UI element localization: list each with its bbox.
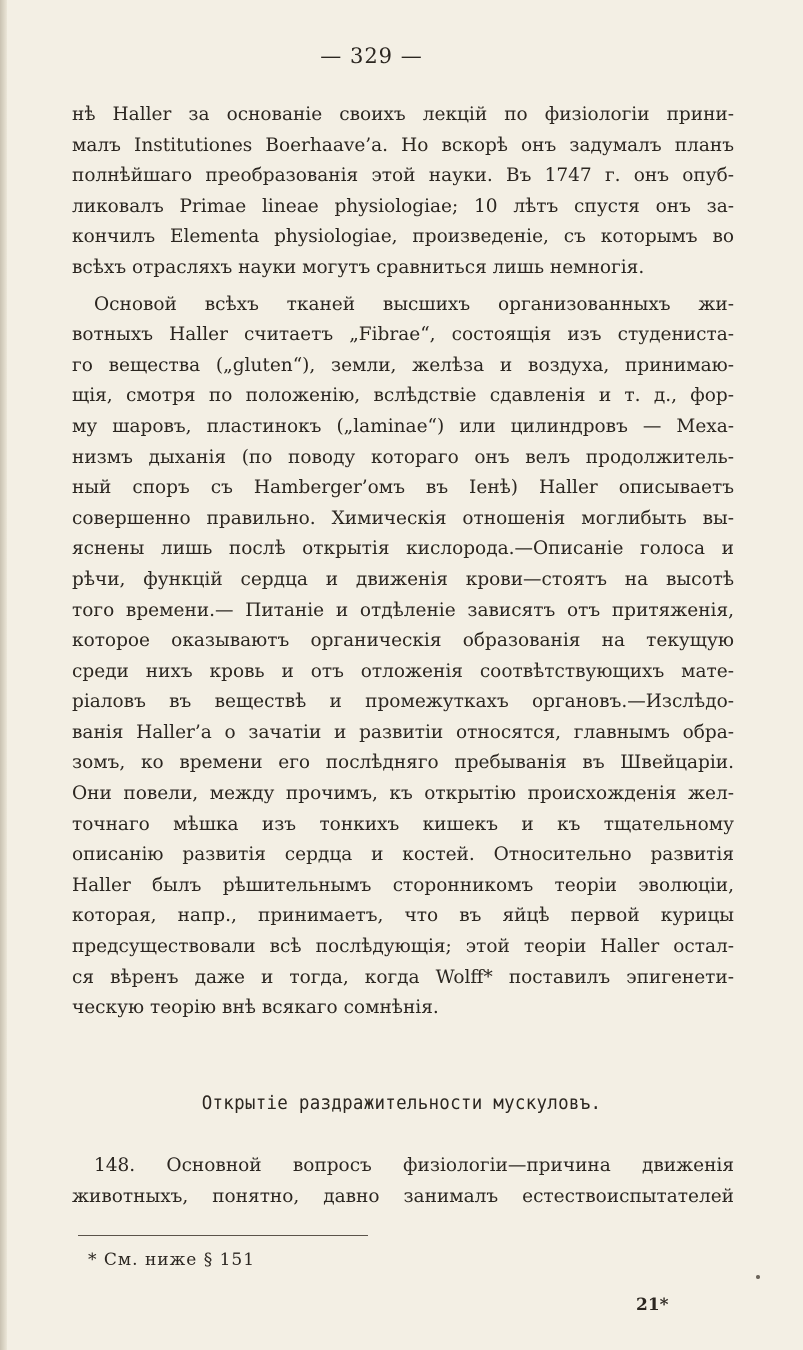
text-line: описанію развитія сердца и костей. Относительно развитія <box>72 844 734 866</box>
text-line: Они повели, между прочимъ, къ открытію происхожденія жел- <box>72 783 734 805</box>
text-line: ческую теорію внѣ всякаго сомнѣнія. <box>72 997 439 1019</box>
text-line: которое оказываютъ органическія образованія на текущую <box>72 630 734 652</box>
body-text <box>72 100 734 1024</box>
text-line: щія, смотря по положенію, вслѣдствіе сдавленія и т. д., фор- <box>72 385 734 407</box>
text-line: го вещества („gluten“), земли, желѣза и воздуха, принимаю- <box>72 354 734 376</box>
text-line: полнѣйшаго преобразованія этой науки. Въ 1747 г. онъ опуб- <box>72 165 734 187</box>
text-line: Основой всѣхъ тканей высшихъ организованныхъ жи- <box>94 293 734 315</box>
text-line: животныхъ, понятно, давно занималъ естествоиспытателей <box>72 1185 734 1207</box>
text-line: ликовалъ Primae lineae physiologiae; 10 лѣтъ спустя онъ за- <box>72 195 734 217</box>
text-line: ся вѣренъ даже и тогда, когда Wolff* поставилъ эпигенети- <box>72 966 734 988</box>
page-number: — 329 — <box>320 44 423 68</box>
text-line: ванія Haller’a о зачатіи и развитіи относятся, главнымъ обра- <box>72 721 734 743</box>
text-line: точнаго мѣшка изъ тонкихъ кишекъ и къ тщательному <box>72 813 734 835</box>
section-heading: Открытіе раздражительности мускуловъ. <box>201 1092 602 1114</box>
body-text-continued <box>72 1151 734 1212</box>
text-line: нѣ Haller за основаніе своихъ лекцій по физіологіи прини- <box>72 104 734 125</box>
text-line: рѣчи, функцій сердца и движенія крови—стоятъ на высотѣ <box>72 568 734 590</box>
paper-speck <box>756 1275 760 1279</box>
text-line: вотныхъ Haller считаетъ „Fibrae“, состоящія изъ студениста- <box>72 324 734 346</box>
footnote: * См. ниже § 151 <box>88 1250 256 1270</box>
signature-mark: 21* <box>636 1295 669 1315</box>
text-line: которая, напр., принимаетъ, что въ яйцѣ первой курицы <box>72 905 734 927</box>
text-line: зомъ, ко времени его послѣдняго пребыванія въ Швейцаріи. <box>72 752 734 774</box>
text-line: предсуществовали всѣ послѣдующія; этой теоріи Haller остал- <box>72 936 734 958</box>
text-line: того времени.— Питаніе и отдѣленіе зависятъ отъ притяженія, <box>72 599 734 621</box>
page-edge-shadow <box>0 0 7 1350</box>
text-line: яснены лишь послѣ открытія кислорода.—Описаніе голоса и <box>72 538 734 560</box>
text-line: кончилъ Elementa physiologiae, произведеніе, съ которымъ во <box>72 226 734 248</box>
text-line: му шаровъ, пластинокъ („laminae“) или цилиндровъ — Меха- <box>72 415 734 437</box>
text-line: ріаловъ въ веществѣ и промежуткахъ органовъ.—Изслѣдо- <box>72 691 734 713</box>
text-line: всѣхъ отрасляхъ науки могутъ сравниться лишь немногія. <box>72 256 645 278</box>
text-line: малъ Institutiones Boerhaave’a. Но вскорѣ онъ задумалъ планъ <box>72 134 734 156</box>
text-line: среди нихъ кровь и отъ отложенія соотвѣтствующихъ мате- <box>72 660 734 682</box>
footnote-divider <box>78 1235 368 1236</box>
text-line: 148. Основной вопросъ физіологіи—причина движенія <box>94 1155 734 1176</box>
text-line: совершенно правильно. Химическія отношенія моглибыть вы- <box>72 507 734 529</box>
text-line: Haller былъ рѣшительнымъ сторонникомъ теоріи эволюціи, <box>72 874 734 896</box>
text-line: ный споръ съ Hamberger’омъ въ Іенѣ) Haller описываетъ <box>72 477 734 499</box>
text-line: низмъ дыханія (по поводу котораго онъ велъ продолжитель- <box>72 446 734 468</box>
